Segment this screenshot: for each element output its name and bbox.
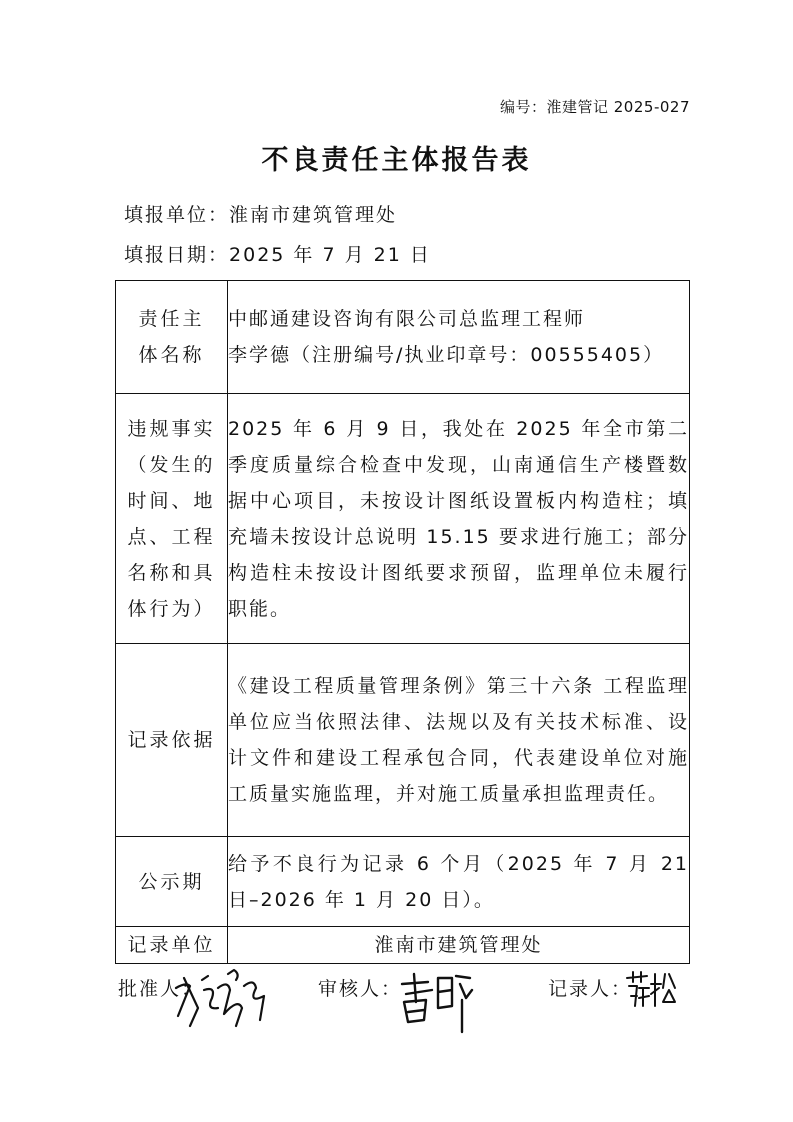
table-row bbox=[116, 927, 690, 964]
reporting-unit-value: 淮南市建筑管理处 bbox=[229, 204, 398, 226]
table-row bbox=[116, 394, 690, 644]
report-table bbox=[115, 280, 690, 964]
reporting-unit bbox=[124, 200, 397, 227]
basis-value-cell bbox=[228, 644, 690, 837]
reporting-unit-label: 填报单位： bbox=[124, 204, 230, 226]
approver-signature bbox=[168, 968, 278, 1038]
violation-label-cell bbox=[116, 394, 228, 644]
violation-value-cell bbox=[228, 394, 690, 644]
period-value: 给予不良行为记录 6 个月（2025 年 7 月 21 日–2026 年 1 月 20 日）。 bbox=[228, 852, 689, 911]
violation-value: 2025 年 6 月 9 日，我处在 2025 年全市第二季度质量综合检查中发现，山南通信生产楼暨数据中心项目，未按设计图纸设置板内构造柱；填充墙未按设计总说明 15.15 要求进行施工；部分构造柱未按设计图纸要求预留，监理单位未履行职能。 bbox=[228, 417, 689, 620]
approver-label: 批准人： bbox=[118, 978, 203, 1000]
recorder-unit-value-cell bbox=[228, 927, 690, 964]
table-row bbox=[116, 281, 690, 394]
subject-label: 责任主体名称 bbox=[138, 308, 205, 366]
reporting-date-label: 填报日期： bbox=[124, 244, 230, 266]
period-label: 公示期 bbox=[138, 870, 205, 893]
subject-label-cell bbox=[116, 281, 228, 394]
document-number: 编号：淮建管记 2025-027 bbox=[500, 98, 690, 116]
recorder-label: 记录人： bbox=[548, 978, 633, 1000]
subject-value-cell bbox=[228, 281, 690, 394]
recorder-unit-label: 记录单位 bbox=[127, 934, 216, 956]
reviewer-label: 审核人： bbox=[318, 978, 403, 1000]
basis-value: 《建设工程质量管理条例》第三十六条 工程监理单位应当依照法律、法规以及有关技术标准、设计文件和建设工程承包合同，代表建设单位对施工质量实施监理，并对施工质量承担监理责任。 bbox=[228, 675, 689, 805]
period-value-cell bbox=[228, 837, 690, 927]
reporting-date bbox=[124, 240, 431, 267]
recorder-signature bbox=[625, 968, 677, 1010]
signature-row bbox=[0, 968, 793, 1048]
period-label-cell bbox=[116, 837, 228, 927]
subject-value-line2: 李学德（注册编号/执业印章号：00555405） bbox=[228, 344, 665, 366]
basis-label: 记录依据 bbox=[127, 729, 216, 751]
recorder-unit-label-cell bbox=[116, 927, 228, 964]
page-title: 不良责任主体报告表 bbox=[261, 145, 532, 176]
recorder-unit-value: 淮南市建筑管理处 bbox=[374, 934, 543, 956]
table-row bbox=[116, 644, 690, 837]
table-row bbox=[116, 837, 690, 927]
subject-value-line1: 中邮通建设咨询有限公司总监理工程师 bbox=[228, 308, 586, 330]
reviewer-signature bbox=[398, 968, 476, 1040]
basis-label-cell bbox=[116, 644, 228, 837]
reporting-date-value: 2025 年 7 月 21 日 bbox=[229, 244, 431, 266]
violation-label: 违规事实（发生的时间、地点、工程名称和具体行为） bbox=[127, 417, 216, 620]
